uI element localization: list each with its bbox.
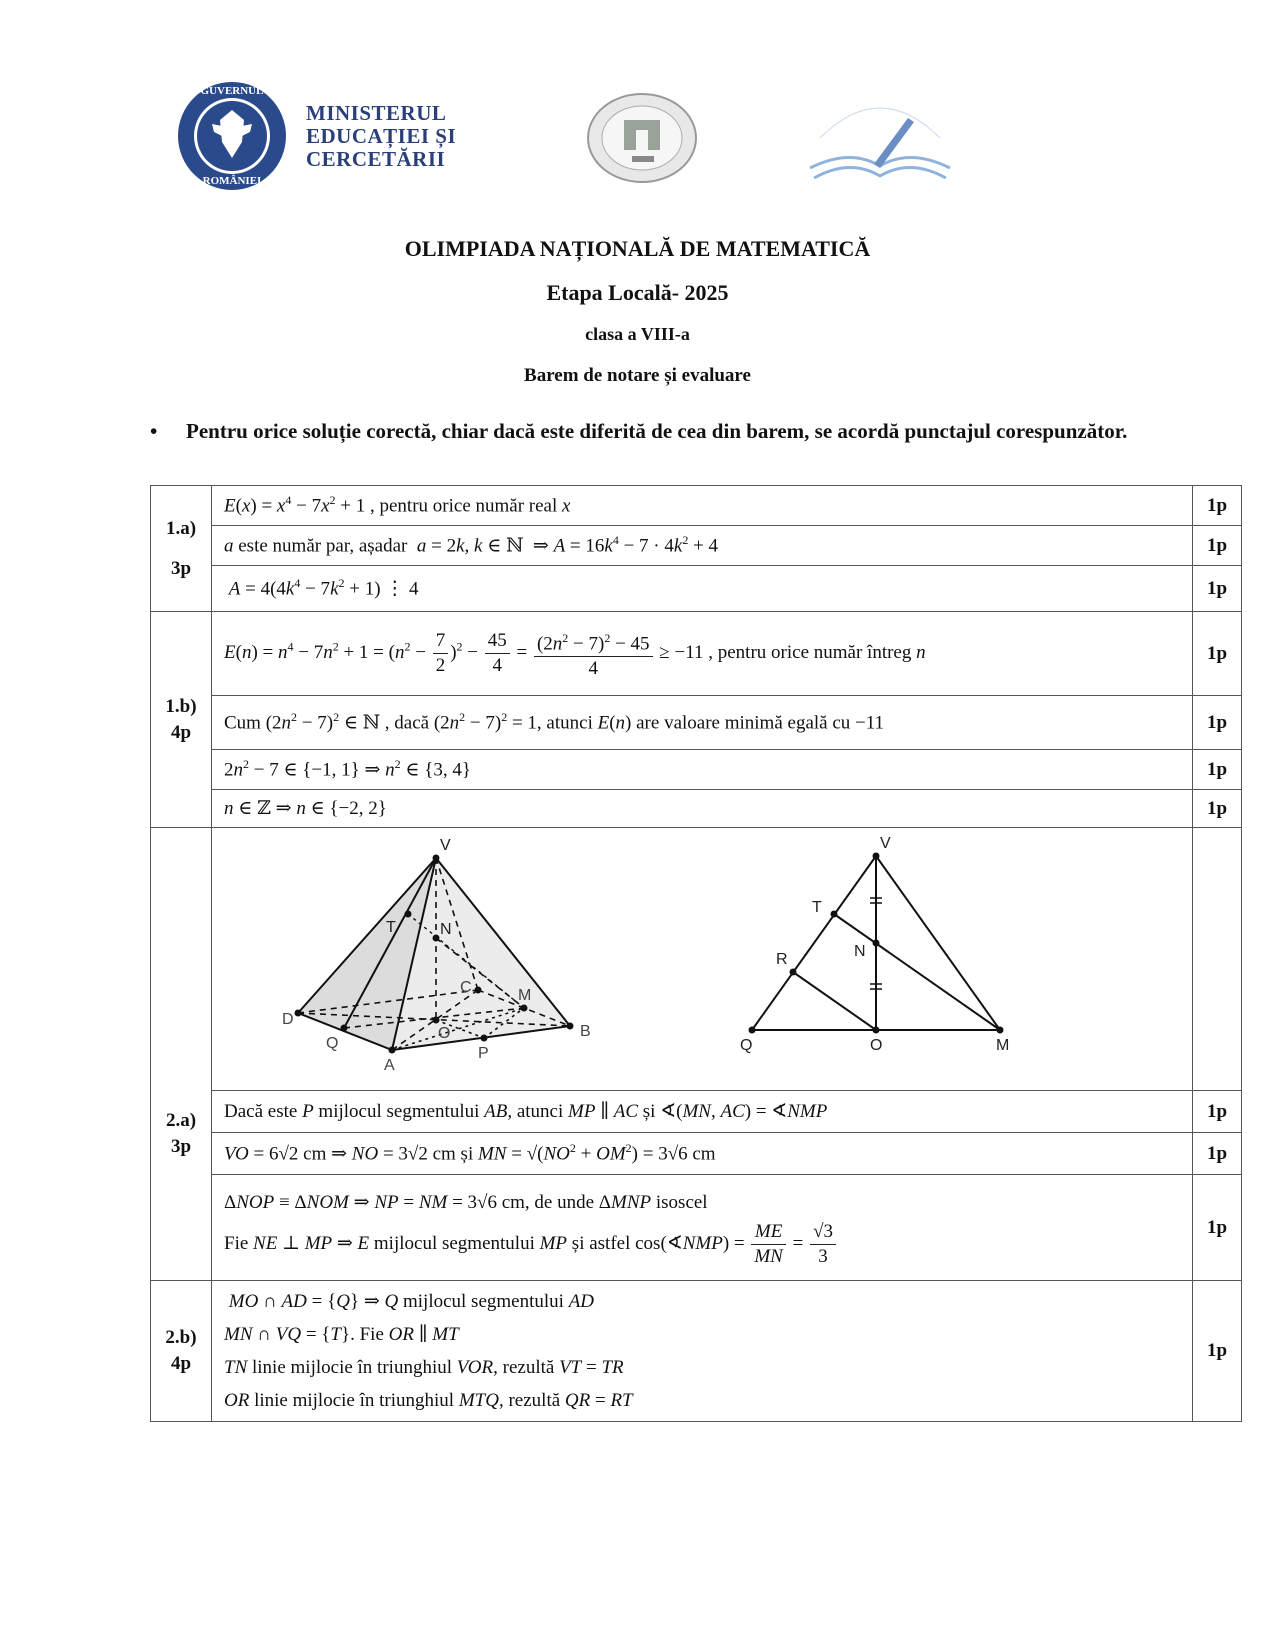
ssm-logo [586,92,698,184]
triangle-label: T [812,899,822,916]
pyramid-label: Q [326,1035,339,1052]
note-text: Pentru orice soluție corectă, chiar dacă este diferită de cea din barem, se acordă punctajul corespunzător. [186,419,1128,443]
class-title: clasa a VIII-a [585,324,690,344]
step-points: 1p [1193,750,1242,790]
step-1b-4: n ∈ ℤ ⇒ n ∈ {−2, 2} [212,790,1193,828]
table-row [151,828,1242,1091]
step-points: 1p [1193,612,1242,696]
step-points: 1p [1193,526,1242,566]
step-points: 1p [1193,1133,1242,1175]
isj-logo [790,88,970,188]
pyramid-label: P [478,1045,489,1062]
triangle-label: Q [740,1037,753,1054]
triangle-label: R [776,951,788,968]
problem-label-2b: 2.b) 4p [151,1281,212,1422]
general-note [150,418,1130,444]
geometry-figures [212,828,1192,1090]
step-1b-2: Cum $(2n^2 - 7)^2$ ∈ ℕ , dacă $(2n^2 - 7)^2 = 1$, atunci E(n) are valoare minimă egală cu −11 [212,696,1193,750]
step-1a-1: $E(x) = x^4 - 7x^2 + 1$ , pentru orice număr real x [212,486,1193,526]
table-row [151,566,1242,612]
pyramid-label: A [384,1057,395,1074]
step-2a-2: VO = 6√2 cm ⇒ NO = 3√2 cm și MN = $√(NO^2 + OM^2) = 3√6$ cm [212,1133,1193,1175]
pyramid-label: V [440,837,451,854]
table-row [151,790,1242,828]
step-2a-3: ΔNOP ≡ ΔNOM ⇒ NP = NM = 3√6 cm, de unde ΔMNP isoscel Fie NE ⊥ MP ⇒ E mijlocul segmentului MP și astfel cos(∢NMP) = $\frac{ME}{MN}$ = $\frac{√3}{3}$ [212,1175,1193,1281]
step-points: 1p [1193,790,1242,828]
step-points: 1p [1193,1281,1242,1422]
government-logo [176,80,288,192]
pyramid-label: B [580,1023,591,1040]
olympiad-title: OLIMPIADA NAȚIONALĂ DE MATEMATICĂ [404,236,871,261]
problem-label-1a: 1.a) 3p [151,486,212,612]
triangle-label: O [870,1037,883,1054]
table-row [151,750,1242,790]
triangle-label: M [996,1037,1010,1054]
step-1a-3: $A = 4(4k^4 - 7k^2 + 1)$ ⋮ 4 [212,566,1193,612]
stage-title: Etapa Locală- 2025 [546,280,729,305]
pyramid-label: C [460,979,472,996]
step-1b-3: $2n^2 - 7$ ∈ {−1, 1} ⇒ $n^2$ ∈ {3, 4} [212,750,1193,790]
table-row [151,612,1242,696]
step-points: 1p [1193,1175,1242,1281]
bullet-icon: • [150,419,158,443]
svg-text:ROMÂNIEI: ROMÂNIEI [202,175,262,187]
document-titles [0,236,1275,387]
pyramid-label: N [440,921,452,938]
pyramid-label: D [282,1011,294,1028]
page-header [170,80,970,190]
pyramid-label: T [386,919,396,936]
table-row [151,1281,1242,1422]
empty-points-cell [1193,828,1242,1091]
table-row [151,696,1242,750]
problem-label-2a: 2.a) 3p [151,828,212,1281]
pyramid-label: O [438,1025,451,1042]
table-row [151,526,1242,566]
table-row [151,1133,1242,1175]
ministry-name: MINISTERUL EDUCAȚIEI ȘI CERCETĂRII [306,101,457,171]
step-points: 1p [1193,566,1242,612]
pyramid-label: M [518,987,532,1004]
svg-text:GUVERNUL: GUVERNUL [200,85,264,97]
step-points: 1p [1193,486,1242,526]
step-2a-1: Dacă este P mijlocul segmentului AB, atunci MP ∥ AC și ∢(MN, AC) = ∢NMP [212,1091,1193,1133]
step-2b-1: MO ∩ AD = {Q} ⇒ Q mijlocul segmentului AD MN ∩ VQ = {T}. Fie OR ∥ MT TN linie mijlocie în triunghiul VOR, rezultă VT = TR OR linie mijlocie în triunghiul MTQ, rezultă QR = RT [212,1281,1193,1422]
triangle-label: V [880,835,891,852]
barem-title: Barem de notare și evaluare [524,365,751,386]
figures-svg [212,828,1142,1078]
step-1b-1: $E(n) = n^4 - 7n^2 + 1 = (n^2$ − $\frac{7}{2}$ )$^2$ − $\frac{45}{4}$ = $\frac{(2n^2 - 7)^2 - 45}{4}$ ≥ −11 , pentru orice număr întreg n [212,612,1193,696]
table-row [151,1175,1242,1281]
step-points: 1p [1193,1091,1242,1133]
table-row [151,486,1242,526]
table-row [151,1091,1242,1133]
figure-cell [212,828,1193,1091]
problem-label-1b: 1.b) 4p [151,612,212,828]
step-points: 1p [1193,696,1242,750]
triangle-label: N [854,943,866,960]
step-1a-2: a este număr par, așadar a = 2k, k ∈ ℕ ⇒ $A = 16k^4 - 7 \cdot 4k^2 + 4$ [212,526,1193,566]
scoring-table [150,485,1242,1422]
